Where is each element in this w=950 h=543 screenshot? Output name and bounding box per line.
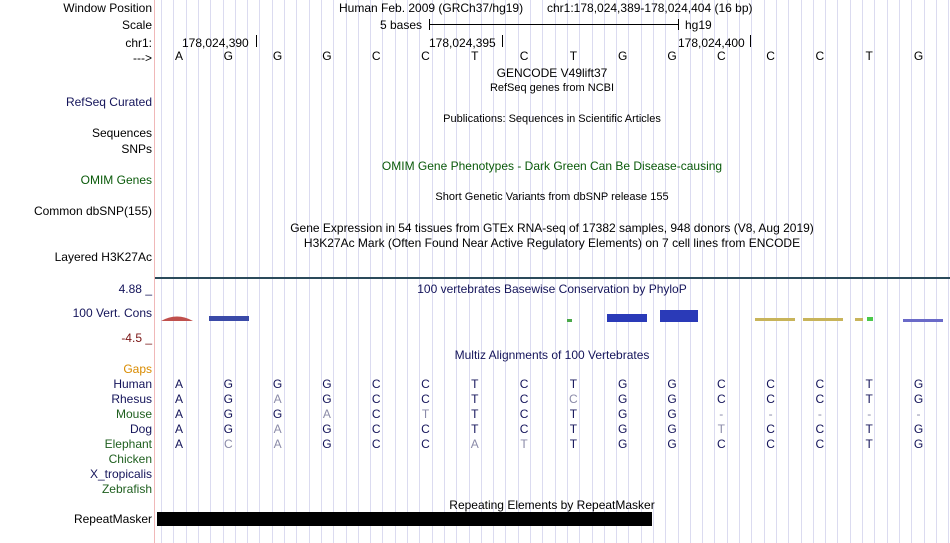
aligned-base: G — [272, 407, 283, 421]
grid-line — [714, 0, 715, 543]
aligned-base: C — [815, 437, 825, 451]
aligned-base: C — [371, 437, 381, 451]
aligned-base: G — [322, 437, 332, 451]
h3k27-title[interactable]: H3K27Ac Mark (Often Found Near Active Regulatory Elements) on 7 cell lines from ENCODE — [303, 236, 801, 250]
aligned-base: C — [716, 437, 726, 451]
aligned-base: C — [519, 392, 529, 406]
aligned-base: G — [223, 392, 233, 406]
aligned-base: T — [520, 437, 528, 451]
aligned-base: C — [569, 392, 578, 406]
ref-base: G — [618, 49, 628, 63]
aligned-base: G — [322, 377, 332, 391]
aligned-base: A — [174, 377, 184, 391]
ref-base: A — [174, 49, 184, 63]
ref-base: C — [716, 49, 726, 63]
scale-text: 5 bases — [380, 18, 423, 32]
assembly-name: Human Feb. 2009 (GRCh37/hg19) — [339, 1, 524, 15]
phylop-wiggle[interactable] — [155, 306, 950, 326]
grid-line — [739, 0, 740, 543]
aligned-base: T — [471, 377, 479, 391]
coord-1: 178,024,390 — [182, 36, 249, 50]
ref-base: C — [519, 49, 529, 63]
aligned-base: G — [913, 392, 924, 406]
grid-line — [678, 0, 679, 543]
grid-line — [272, 0, 273, 543]
phylop-title[interactable]: 100 vertebrates Basewise Conservation by PhyloP — [417, 282, 687, 296]
aligned-base: A — [273, 437, 282, 451]
grid-line — [161, 0, 162, 543]
grid-line — [690, 0, 691, 543]
aligned-base: G — [913, 437, 924, 451]
grid-line — [432, 0, 433, 543]
aligned-base: T — [421, 407, 430, 421]
aligned-base: T — [569, 407, 578, 421]
aligned-base: G — [618, 422, 628, 436]
grid-line — [469, 0, 470, 543]
grid-line — [764, 0, 765, 543]
dbsnp-title[interactable]: Short Genetic Variants from dbSNP release 155 — [435, 191, 669, 203]
species-label[interactable]: Dog — [129, 422, 152, 436]
ref-base: G — [322, 49, 332, 63]
grid-line — [776, 0, 777, 543]
aligned-base: A — [273, 422, 282, 436]
ref-base: T — [865, 49, 873, 63]
aligned-base: T — [865, 437, 873, 451]
phylop-logo-t2 — [867, 317, 873, 321]
grid-line — [333, 0, 334, 543]
phylop-logo-g — [209, 316, 249, 321]
aligned-base: T — [865, 422, 873, 436]
grid-line — [456, 0, 457, 543]
phylop-logo-c2 — [803, 318, 843, 321]
aligned-base: C — [766, 392, 775, 406]
repeatmasker-title[interactable]: Repeating Elements by RepeatMasker — [449, 498, 655, 512]
grid-line — [173, 0, 174, 543]
grid-line — [321, 0, 322, 543]
repeatmasker-element[interactable] — [157, 512, 652, 526]
species-label[interactable]: Elephant — [104, 437, 152, 451]
aligned-base: G — [618, 437, 628, 451]
aligned-base: G — [223, 407, 233, 421]
grid-line — [825, 0, 826, 543]
aligned-base: A — [174, 392, 184, 406]
aligned-base: C — [371, 422, 381, 436]
gtex-title[interactable]: Gene Expression in 54 tissues from GTEx RNA-seq of 17382 samples, 948 donors (V8, Aug 2019) — [290, 221, 814, 235]
aligned-base: G — [913, 377, 924, 391]
grid-line — [702, 0, 703, 543]
grid-line — [801, 0, 802, 543]
aligned-base: C — [766, 422, 775, 436]
aligned-base: C — [421, 422, 430, 436]
ref-base: C — [421, 49, 430, 63]
aligned-base: G — [618, 392, 628, 406]
grid-line — [259, 0, 260, 543]
species-label[interactable]: X_tropicalis — [89, 467, 152, 481]
coord-2-tick — [502, 35, 503, 47]
scale-bar-end — [678, 19, 679, 30]
aligned-base: G — [667, 407, 677, 421]
phylop-max: 4.88 _ — [118, 282, 152, 296]
ref-base: G — [913, 49, 924, 63]
multiz-title[interactable]: Multiz Alignments of 100 Vertebrates — [454, 348, 650, 362]
aligned-base: C — [519, 422, 529, 436]
label-divider — [154, 0, 155, 543]
aligned-base: C — [421, 392, 430, 406]
grid-line — [370, 0, 371, 543]
ref-base: G — [272, 49, 283, 63]
grid-line — [296, 0, 297, 543]
aligned-base: A — [174, 422, 184, 436]
grid-line — [948, 0, 949, 543]
species-label[interactable]: Zebrafish — [101, 482, 152, 496]
grid-line — [936, 0, 937, 543]
aligned-base: G — [667, 392, 677, 406]
aligned-base: C — [371, 377, 381, 391]
grid-line — [628, 0, 629, 543]
aligned-base: G — [667, 422, 677, 436]
aligned-base: T — [471, 407, 479, 421]
aligned-base: C — [766, 377, 775, 391]
grid-line — [911, 0, 912, 543]
aligned-base: T — [471, 422, 479, 436]
phylop-label[interactable]: 100 Vert. Cons — [72, 306, 152, 320]
ref-base: T — [569, 49, 578, 63]
omim-title[interactable]: OMIM Gene Phenotypes - Dark Green Can Be Disease-causing — [381, 159, 723, 173]
grid-line — [727, 0, 728, 543]
species-label[interactable]: Human — [113, 377, 152, 391]
aligned-base: C — [815, 392, 825, 406]
phylop-logo-c1 — [755, 318, 795, 321]
aligned-base: T — [717, 422, 725, 436]
aligned-base: - — [719, 407, 724, 421]
scale-label: Scale — [121, 18, 152, 32]
grid-line — [653, 0, 654, 543]
grid-line — [665, 0, 666, 543]
aligned-base: C — [716, 377, 726, 391]
window-position-label: Window Position — [63, 1, 152, 15]
aligned-base: G — [322, 392, 332, 406]
aligned-base: C — [815, 422, 825, 436]
phylop-logo-g3 — [660, 310, 698, 322]
phylop-logo-a — [161, 317, 193, 322]
grid-line — [358, 0, 359, 543]
track-separator — [155, 277, 950, 279]
aligned-base: A — [322, 407, 331, 421]
sequences-label[interactable]: Sequences — [91, 126, 152, 140]
grid-line — [309, 0, 310, 543]
strand-label: ---> — [133, 51, 152, 65]
gencode-title[interactable]: GENCODE V49lift37 — [496, 66, 608, 80]
grid-line — [788, 0, 789, 543]
aligned-base: C — [716, 392, 726, 406]
grid-line — [407, 0, 408, 543]
species-label[interactable]: Mouse — [115, 407, 152, 421]
aligned-base: C — [421, 377, 430, 391]
grid-line — [444, 0, 445, 543]
aligned-base: - — [817, 407, 822, 421]
aligned-base: C — [371, 392, 381, 406]
aligned-base: C — [371, 407, 381, 421]
grid-line — [419, 0, 420, 543]
scale-bar-start — [429, 19, 430, 30]
aligned-base: G — [223, 377, 233, 391]
gaps-label[interactable]: Gaps — [123, 362, 152, 376]
aligned-base: T — [569, 377, 578, 391]
grid-line — [850, 0, 851, 543]
aligned-base: C — [519, 407, 529, 421]
grid-line — [395, 0, 396, 543]
coord-3: 178,024,400 — [678, 36, 745, 50]
aligned-base: C — [766, 437, 775, 451]
aligned-base: C — [223, 437, 233, 451]
refseq-subtitle[interactable]: RefSeq genes from NCBI — [489, 82, 615, 94]
grid-line — [284, 0, 285, 543]
aligned-base: - — [768, 407, 773, 421]
grid-line — [874, 0, 875, 543]
coord-3-tick — [750, 35, 751, 47]
aligned-base: G — [667, 377, 677, 391]
grid-line — [382, 0, 383, 543]
aligned-base: A — [470, 437, 479, 451]
grid-line — [813, 0, 814, 543]
grid-line — [481, 0, 482, 543]
aligned-base: G — [272, 377, 283, 391]
aligned-base: T — [865, 392, 873, 406]
grid-line — [247, 0, 248, 543]
aligned-base: G — [223, 422, 233, 436]
aligned-base: T — [569, 422, 578, 436]
aligned-base: - — [916, 407, 921, 421]
grid-line — [924, 0, 925, 543]
aligned-base: G — [913, 422, 924, 436]
ref-base: G — [667, 49, 677, 63]
phylop-logo-c3 — [855, 318, 863, 321]
aligned-base: A — [174, 407, 184, 421]
grid-line — [887, 0, 888, 543]
aligned-base: T — [865, 377, 873, 391]
grid-line — [198, 0, 199, 543]
scale-db: hg19 — [685, 18, 712, 32]
aligned-base: C — [815, 377, 825, 391]
grid-line — [186, 0, 187, 543]
chrom-label: chr1: — [125, 36, 152, 50]
aligned-base: A — [273, 392, 282, 406]
ref-base: C — [371, 49, 381, 63]
aligned-base: G — [322, 422, 332, 436]
grid-line — [899, 0, 900, 543]
snps-label[interactable]: SNPs — [121, 142, 152, 156]
aligned-base: T — [569, 437, 578, 451]
ref-base: C — [766, 49, 775, 63]
grid-line — [862, 0, 863, 543]
grid-line — [223, 0, 224, 543]
window-position: chr1:178,024,389-178,024,404 (16 bp) — [547, 1, 753, 15]
refseq-label[interactable]: RefSeq Curated — [65, 95, 152, 109]
species-label[interactable]: Rhesus — [111, 392, 152, 406]
aligned-base: T — [471, 392, 479, 406]
coord-2: 178,024,395 — [429, 36, 496, 50]
ref-base: G — [223, 49, 233, 63]
ref-base: T — [471, 49, 479, 63]
aligned-base: G — [667, 437, 677, 451]
ref-base: C — [815, 49, 825, 63]
aligned-base: - — [867, 407, 872, 421]
publications-title[interactable]: Publications: Sequences in Scientific Articles — [443, 113, 661, 125]
phylop-logo-g4 — [903, 319, 943, 322]
coord-1-tick — [256, 35, 257, 47]
grid-line — [641, 0, 642, 543]
grid-line — [616, 0, 617, 543]
phylop-logo-t — [567, 319, 572, 322]
scale-bar — [429, 24, 679, 25]
grid-line — [837, 0, 838, 543]
aligned-base: G — [618, 407, 628, 421]
species-label[interactable]: Chicken — [108, 452, 152, 466]
phylop-logo-g2 — [607, 314, 647, 322]
grid-line — [346, 0, 347, 543]
aligned-base: C — [421, 437, 430, 451]
phylop-min: -4.5 _ — [121, 331, 152, 345]
grid-line — [235, 0, 236, 543]
aligned-base: G — [618, 377, 628, 391]
aligned-base: C — [519, 377, 529, 391]
omim-label[interactable]: OMIM Genes — [80, 173, 152, 187]
dbsnp-label[interactable]: Common dbSNP(155) — [33, 204, 152, 218]
aligned-base: A — [174, 437, 184, 451]
h3k27-label[interactable]: Layered H3K27Ac — [54, 250, 152, 264]
grid-line — [751, 0, 752, 543]
grid-line — [210, 0, 211, 543]
repeatmasker-label[interactable]: RepeatMasker — [73, 512, 152, 526]
